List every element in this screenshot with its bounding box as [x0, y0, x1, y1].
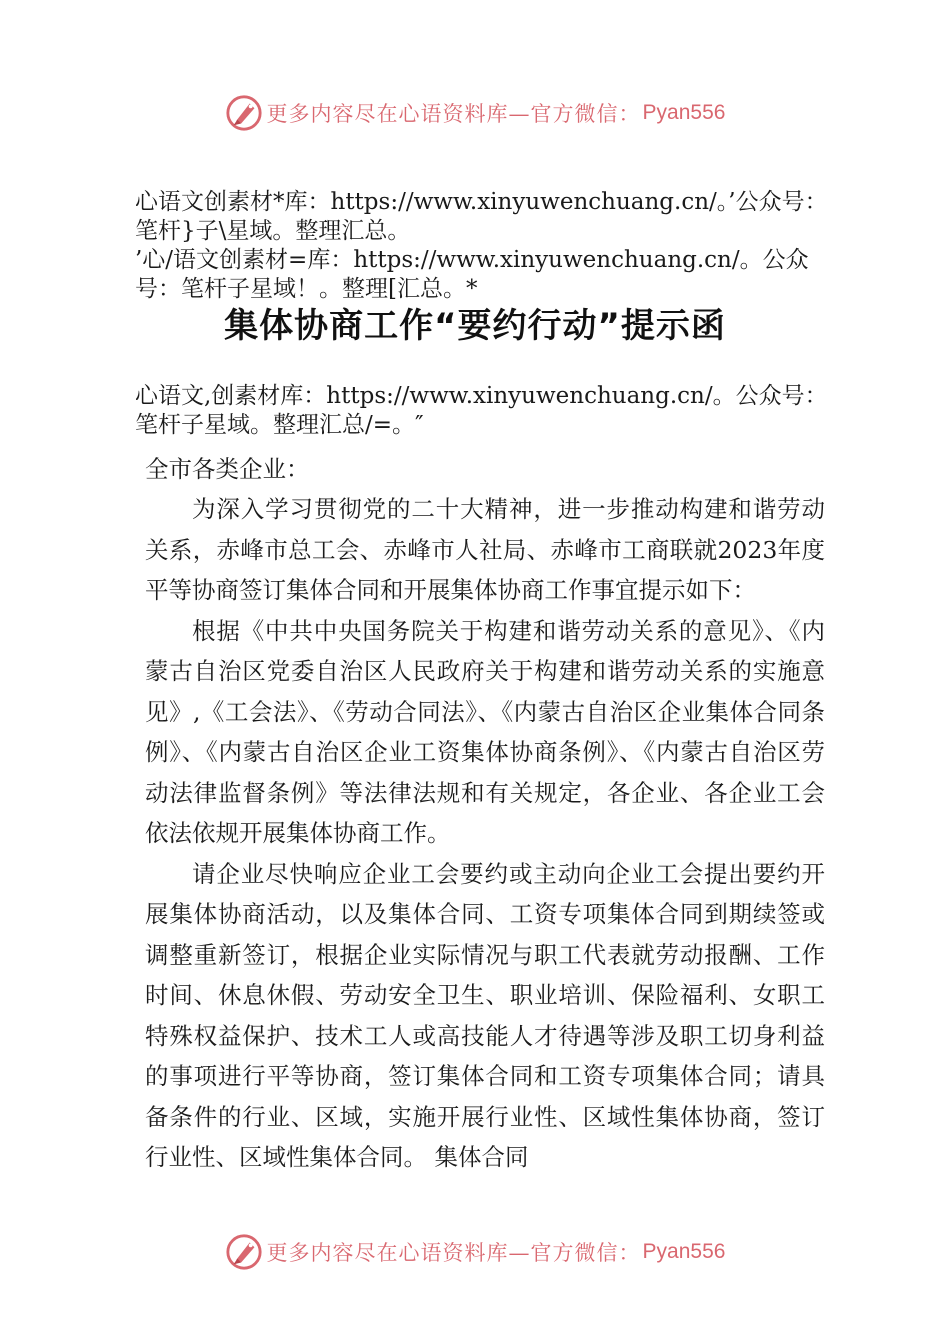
paragraph-1: 为深入学习贯彻党的二十大精神，进一步推动构建和谐劳动关系，赤峰市总工会、赤峰市人社局、赤峰市工商联就2023年度平等协商签订集体合同和开展集体协商工作事宜提示如下： [145, 495, 825, 604]
pen-nib-icon [225, 94, 263, 132]
header-banner [0, 93, 950, 133]
banner-text: 更多内容尽在心语资料库—官方微信： [266, 1241, 641, 1265]
paragraph-2: 根据《中共中央国务院关于构建和谐劳动关系的意见》、《内蒙古自治区党委自治区人民政府关于构建和谐劳动关系的实施意见》,《工会法》、《劳动合同法》、《内蒙古自治区企业集体合同条例》、《内蒙古自治区企业工资集体协商条例》、《内蒙古自治区劳动法律监督条例》等法律法规和有关规定，各企业、各企业工会依法依规开展集体协商工作。 [145, 616, 825, 847]
footer-banner [0, 1232, 950, 1272]
banner-wechat-id: Pyan556 [642, 101, 726, 124]
source-line-3: 心语文,创素材库：https://www.xinyuwenchuang.cn/。公众号：笔杆子星域。整理汇总/=。″ [135, 383, 828, 438]
source-line-1: 心语文创素材*库：https://www.xinyuwenchuang.cn/。’公众号：笔杆}子\星域。整理汇总。 [135, 189, 828, 244]
document-body [145, 489, 825, 1178]
banner-text: 更多内容尽在心语资料库—官方微信： [266, 102, 641, 126]
paragraph-3: 请企业尽快响应企业工会要约或主动向企业工会提出要约开展集体协商活动，以及集体合同、工资专项集体合同到期续签或调整重新签订，根据企业实际情况与职工代表就劳动报酬、工作时间、休息休假、劳动安全卫生、职业培训、保险福利、女职工特殊权益保护、技术工人或高技能人才待遇等涉及职工切身利益的事项进行平等协商，签订集体合同和工资专项集体合同；请具备条件的行业、区域，实施开展行业性、区域性集体协商，签订行业性、区域性集体合同。 集体合同 [145, 859, 825, 1171]
salutation: 全市各类企业： [145, 455, 310, 483]
pen-nib-icon [225, 1233, 263, 1271]
source-line-2: ’心/语文创素材=库：https://www.xinyuwenchuang.cn/。公众号：笔杆子星域！。整理[汇总。* [135, 247, 809, 302]
document-title: 集体协商工作“要约行动”提示函 [224, 306, 726, 346]
banner-wechat-id: Pyan556 [642, 1240, 726, 1263]
